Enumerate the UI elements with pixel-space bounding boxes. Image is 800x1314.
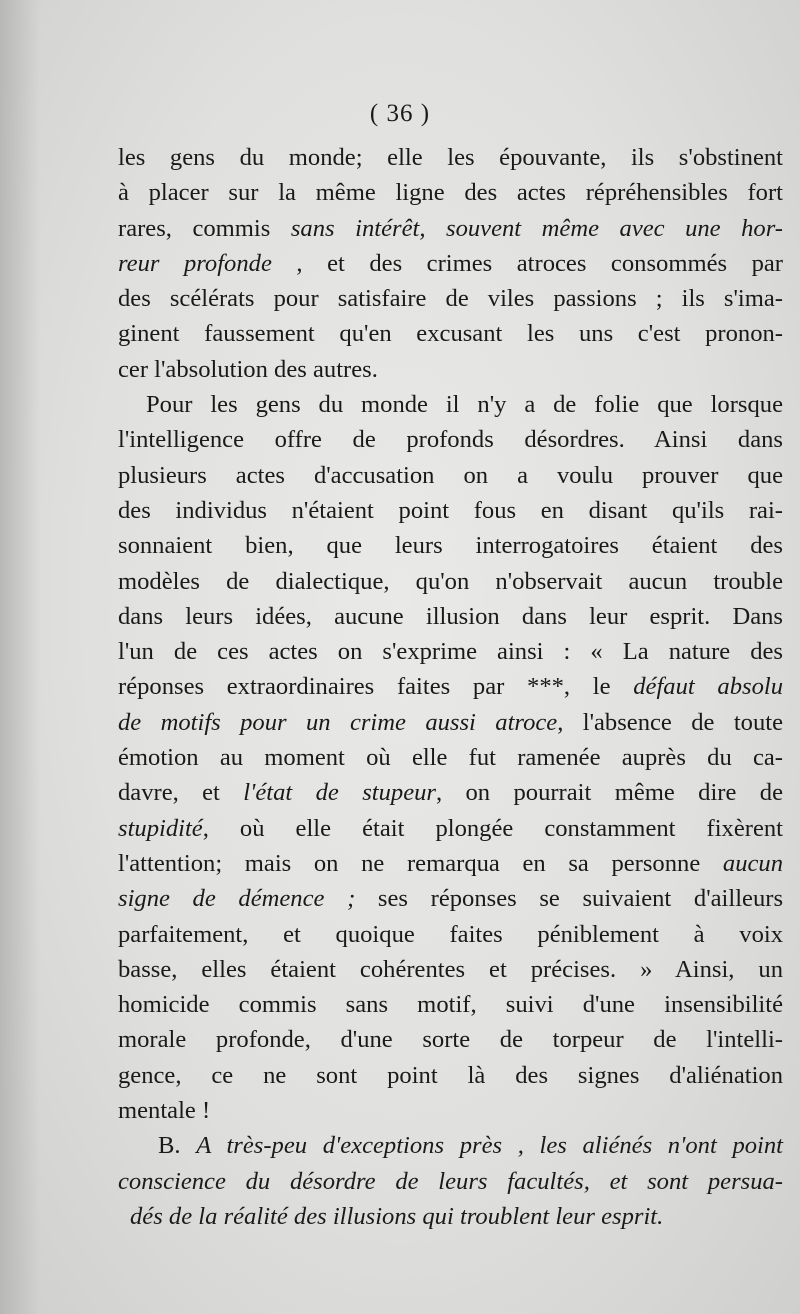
italic-segment: l'état de stupeur	[243, 779, 436, 807]
text-segment: dans leurs idées, aucune illusion dans leur esprit. Dans	[118, 602, 783, 630]
text-segment: , et des crimes atroces consommés par	[271, 249, 783, 277]
text-segment: l'un de ces actes on s'exprime ainsi : « La nature des	[118, 638, 783, 666]
text-segment: l'attention; mais on ne remarqua en sa personne	[118, 849, 723, 877]
text-segment: des scélérats pour satisfaire de viles passions ; ils s'ima-	[118, 285, 783, 313]
text-line	[118, 846, 783, 881]
text-segment: émotion au moment où elle fut ramenée auprès du ca-	[118, 744, 783, 772]
text-segment: des individus n'étaient point fous en disant qu'ils rai-	[118, 496, 783, 524]
text-line	[118, 1058, 783, 1093]
italic-segment: dés de la réalité des illusions qui troublent leur esprit.	[130, 1202, 664, 1230]
italic-segment: signe de démence ;	[118, 885, 356, 913]
text-line	[118, 599, 783, 634]
text-line	[118, 669, 783, 704]
italic-segment: sans intérêt, souvent même avec une hor-	[290, 214, 783, 242]
text-segment: sonnaient bien, que leurs interrogatoires étaient des	[118, 532, 783, 560]
text-line	[118, 881, 783, 916]
text-segment: morale profonde, d'une sorte de torpeur de l'intelli-	[118, 1026, 783, 1054]
text-line	[118, 740, 783, 775]
text-segment: l'intelligence offre de profonds désordres. Ainsi dans	[118, 426, 783, 454]
text-line	[118, 458, 783, 493]
text-segment: ginent faussement qu'en excusant les uns c'est pronon-	[118, 320, 783, 348]
text-line	[118, 316, 783, 351]
text-segment: réponses extraordinaires faites par ***, le	[118, 673, 634, 701]
text-line	[118, 775, 783, 810]
text-segment: , on pourrait même dire de	[435, 779, 783, 807]
text-segment: à placer sur la même ligne des actes répréhensibles fort	[118, 179, 783, 207]
text-segment: , l'absence de toute	[557, 708, 783, 736]
text-segment: plusieurs actes d'accusation on a voulu prouver que	[118, 461, 783, 489]
text-segment: rares, commis	[118, 214, 291, 242]
text-line	[118, 140, 783, 175]
text-line	[118, 917, 783, 952]
text-line	[118, 1022, 783, 1057]
italic-segment: conscience du désordre de leurs facultés, et sont persua-	[118, 1167, 783, 1195]
text-line	[118, 175, 783, 210]
text-segment: mentale !	[118, 1097, 211, 1125]
italic-segment: reur profonde	[118, 249, 272, 277]
text-line	[118, 1093, 783, 1128]
page-number: ( 36 )	[369, 100, 431, 127]
text-segment: parfaitement, et quoique faites péniblement à voix	[118, 920, 783, 948]
text-segment: gence, ce ne sont point là des signes d'aliénation	[118, 1061, 783, 1089]
text-line	[118, 564, 783, 599]
text-line	[118, 528, 783, 563]
text-line	[118, 1199, 783, 1234]
text-line	[118, 634, 783, 669]
text-line	[118, 987, 783, 1022]
text-segment: Pour les gens du monde il n'y a de folie que lorsque	[146, 391, 783, 419]
text-line	[118, 952, 783, 987]
text-line	[118, 387, 783, 422]
italic-segment: A très-peu d'exceptions près , les aliénés n'ont point	[196, 1132, 784, 1160]
text-line	[118, 246, 783, 281]
text-segment: davre, et	[118, 779, 244, 807]
gutter-shadow	[0, 0, 40, 1314]
text-segment: homicide commis sans motif, suivi d'une insensibilité	[118, 991, 783, 1019]
text-line	[118, 211, 783, 246]
text-line	[118, 1164, 783, 1199]
text-line	[118, 281, 783, 316]
text-line	[118, 493, 783, 528]
italic-segment: stupidité	[118, 814, 203, 842]
text-line	[118, 352, 783, 387]
text-segment: basse, elles étaient cohérentes et précises. » Ainsi, un	[118, 955, 783, 983]
text-line	[118, 705, 783, 740]
text-line	[118, 422, 783, 457]
text-line	[118, 1128, 783, 1163]
text-segment: les gens du monde; elle les épouvante, ils s'obstinent	[118, 144, 783, 171]
text-segment: B.	[158, 1132, 197, 1160]
text-segment: ses réponses se suivaient d'ailleurs	[355, 885, 784, 913]
italic-segment: aucun	[722, 849, 783, 877]
text-line	[118, 811, 783, 846]
text-segment: , où elle était plongée constamment fixèrent	[202, 814, 783, 842]
text-segment: modèles de dialectique, qu'on n'observait aucun trouble	[118, 567, 783, 595]
italic-segment: défaut absolu	[633, 673, 784, 701]
italic-segment: de motifs pour un crime aussi atroce	[118, 708, 558, 736]
text-segment: cer l'absolution des autres.	[118, 355, 378, 383]
body-text	[118, 140, 783, 1234]
